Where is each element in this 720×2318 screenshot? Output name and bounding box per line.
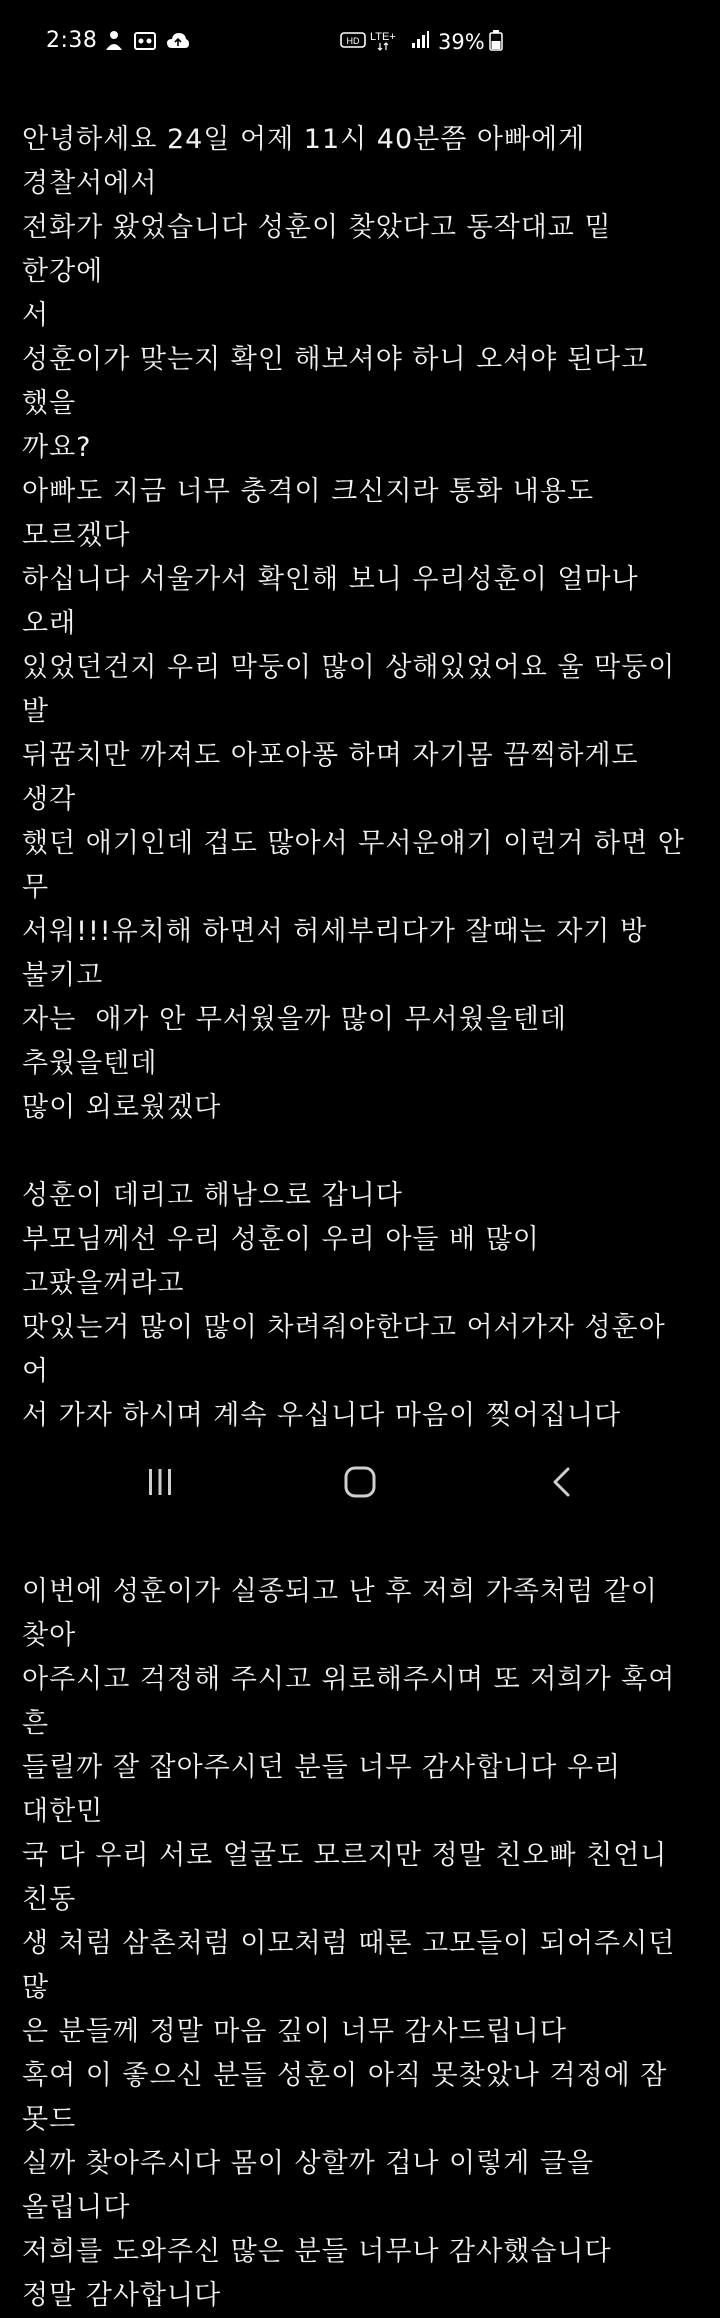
message-line: 성훈이가 맞는지 확인 해보셔야 하니 오셔야 된다고 했을	[22, 344, 658, 419]
message-line: 안녕하세요 24일 어제 11시 40분쯤 아빠에게 경찰서에서	[22, 124, 595, 199]
message-line: 뒤꿈치만 까져도 아포아퐁 하며 자기몸 끔찍하게도 생각	[22, 740, 649, 815]
message-line: 실까 찾아주시다 몸이 상할까 겁나 이렇게 글을 올립니다	[22, 2148, 604, 2223]
message-paragraph	[22, 118, 702, 1130]
message-line: 까요?	[22, 432, 92, 463]
paragraph-gap	[22, 1526, 702, 1570]
message-body	[22, 118, 702, 2311]
message-line: 혹여 이 좋으신 분들 성훈이 아직 못찾았나 걱정에 잠 못드	[22, 2060, 677, 2135]
back-chevron-icon	[546, 1466, 578, 1498]
message-line: 아빠도 지금 너무 충격이 크신지라 통화 내용도 모르겠다	[22, 476, 604, 551]
message-line: 생 처럼 삼촌처럼 이모처럼 때론 고모들이 되어주시던 많	[22, 1928, 685, 2003]
message-line: 성훈이 데리고 해남으로 갑니다	[22, 1180, 403, 1211]
message-line: 많이 외로웠겠다	[22, 1092, 222, 1123]
message-line: 아주시고 걱정해 주시고 위로해주시며 또 저희가 혹여 흔	[22, 1664, 685, 1739]
message-line: 서 가자 하시며 계속 우십니다 마음이 찢어집니다	[22, 1400, 622, 1431]
hd-voice-icon	[340, 30, 366, 54]
recent-apps-button[interactable]	[140, 1462, 180, 1502]
message-line: 들릴까 잘 잡아주시던 분들 너무 감사합니다 우리 대한민	[22, 1752, 631, 1827]
home-button[interactable]	[340, 1462, 380, 1502]
message-line: 서워!!!유치해 하면서 허세부리다가 잘때는 자기 방 불키고	[22, 916, 657, 991]
lte-icon	[370, 28, 406, 56]
message-line: 부모님께선 우리 성훈이 우리 아들 배 많이 고팠을꺼라고	[22, 1224, 550, 1299]
message-line: 이번에 성훈이가 실종되고 난 후 저희 가족처럼 같이 찾아	[22, 1576, 668, 1651]
battery-percent: 39%	[438, 30, 485, 54]
message-line: 서	[22, 300, 50, 331]
paragraph-gap	[22, 1130, 702, 1174]
lte-label: LTE+	[370, 31, 396, 43]
system-icons	[340, 28, 503, 56]
message-line: 국 다 우리 서로 얼굴도 모르지만 정말 친오빠 친언니 친동	[22, 1840, 677, 1915]
navigation-bar	[0, 1436, 720, 1520]
signal-icon	[410, 30, 430, 54]
notification-icons	[104, 30, 190, 56]
message-line: 하십니다 서울가서 확인해 보니 우리성훈이 얼마나 오래	[22, 564, 649, 639]
status-time: 2:38	[46, 28, 98, 53]
person-notification-icon	[104, 30, 124, 56]
cloud-sync-icon	[166, 31, 190, 55]
message-line: 있었던건지 우리 막둥이 많이 상해있었어요 울 막둥이 발	[22, 652, 685, 727]
message-line: 전화가 왔었습니다 성훈이 찾았다고 동작대교 밑 한강에	[22, 212, 622, 287]
recent-apps-icon	[144, 1466, 176, 1498]
hd-label: HD	[346, 36, 360, 46]
status-bar	[0, 0, 720, 68]
back-button[interactable]	[542, 1462, 582, 1502]
message-line: 정말 감사합니다	[22, 2280, 222, 2311]
message-line: 저희를 도와주신 많은 분들 너무나 감사했습니다	[22, 2236, 612, 2267]
message-line: 맛있는거 많이 많이 차려줘야한다고 어서가자 성훈아 어	[22, 1312, 676, 1387]
message-line: 자는 애가 안 무서웠을까 많이 무서웠을텐데 추웠을텐데	[22, 1004, 577, 1079]
home-icon	[342, 1464, 378, 1500]
cassette-notification-icon	[134, 31, 156, 55]
message-line: 은 분들께 정말 마음 깊이 너무 감사드립니다	[22, 2016, 567, 2047]
message-line: 했던 애기인데 겁도 많아서 무서운얘기 이런거 하면 안 무	[22, 828, 695, 903]
battery-icon	[489, 29, 503, 55]
message-paragraph	[22, 1570, 702, 2318]
